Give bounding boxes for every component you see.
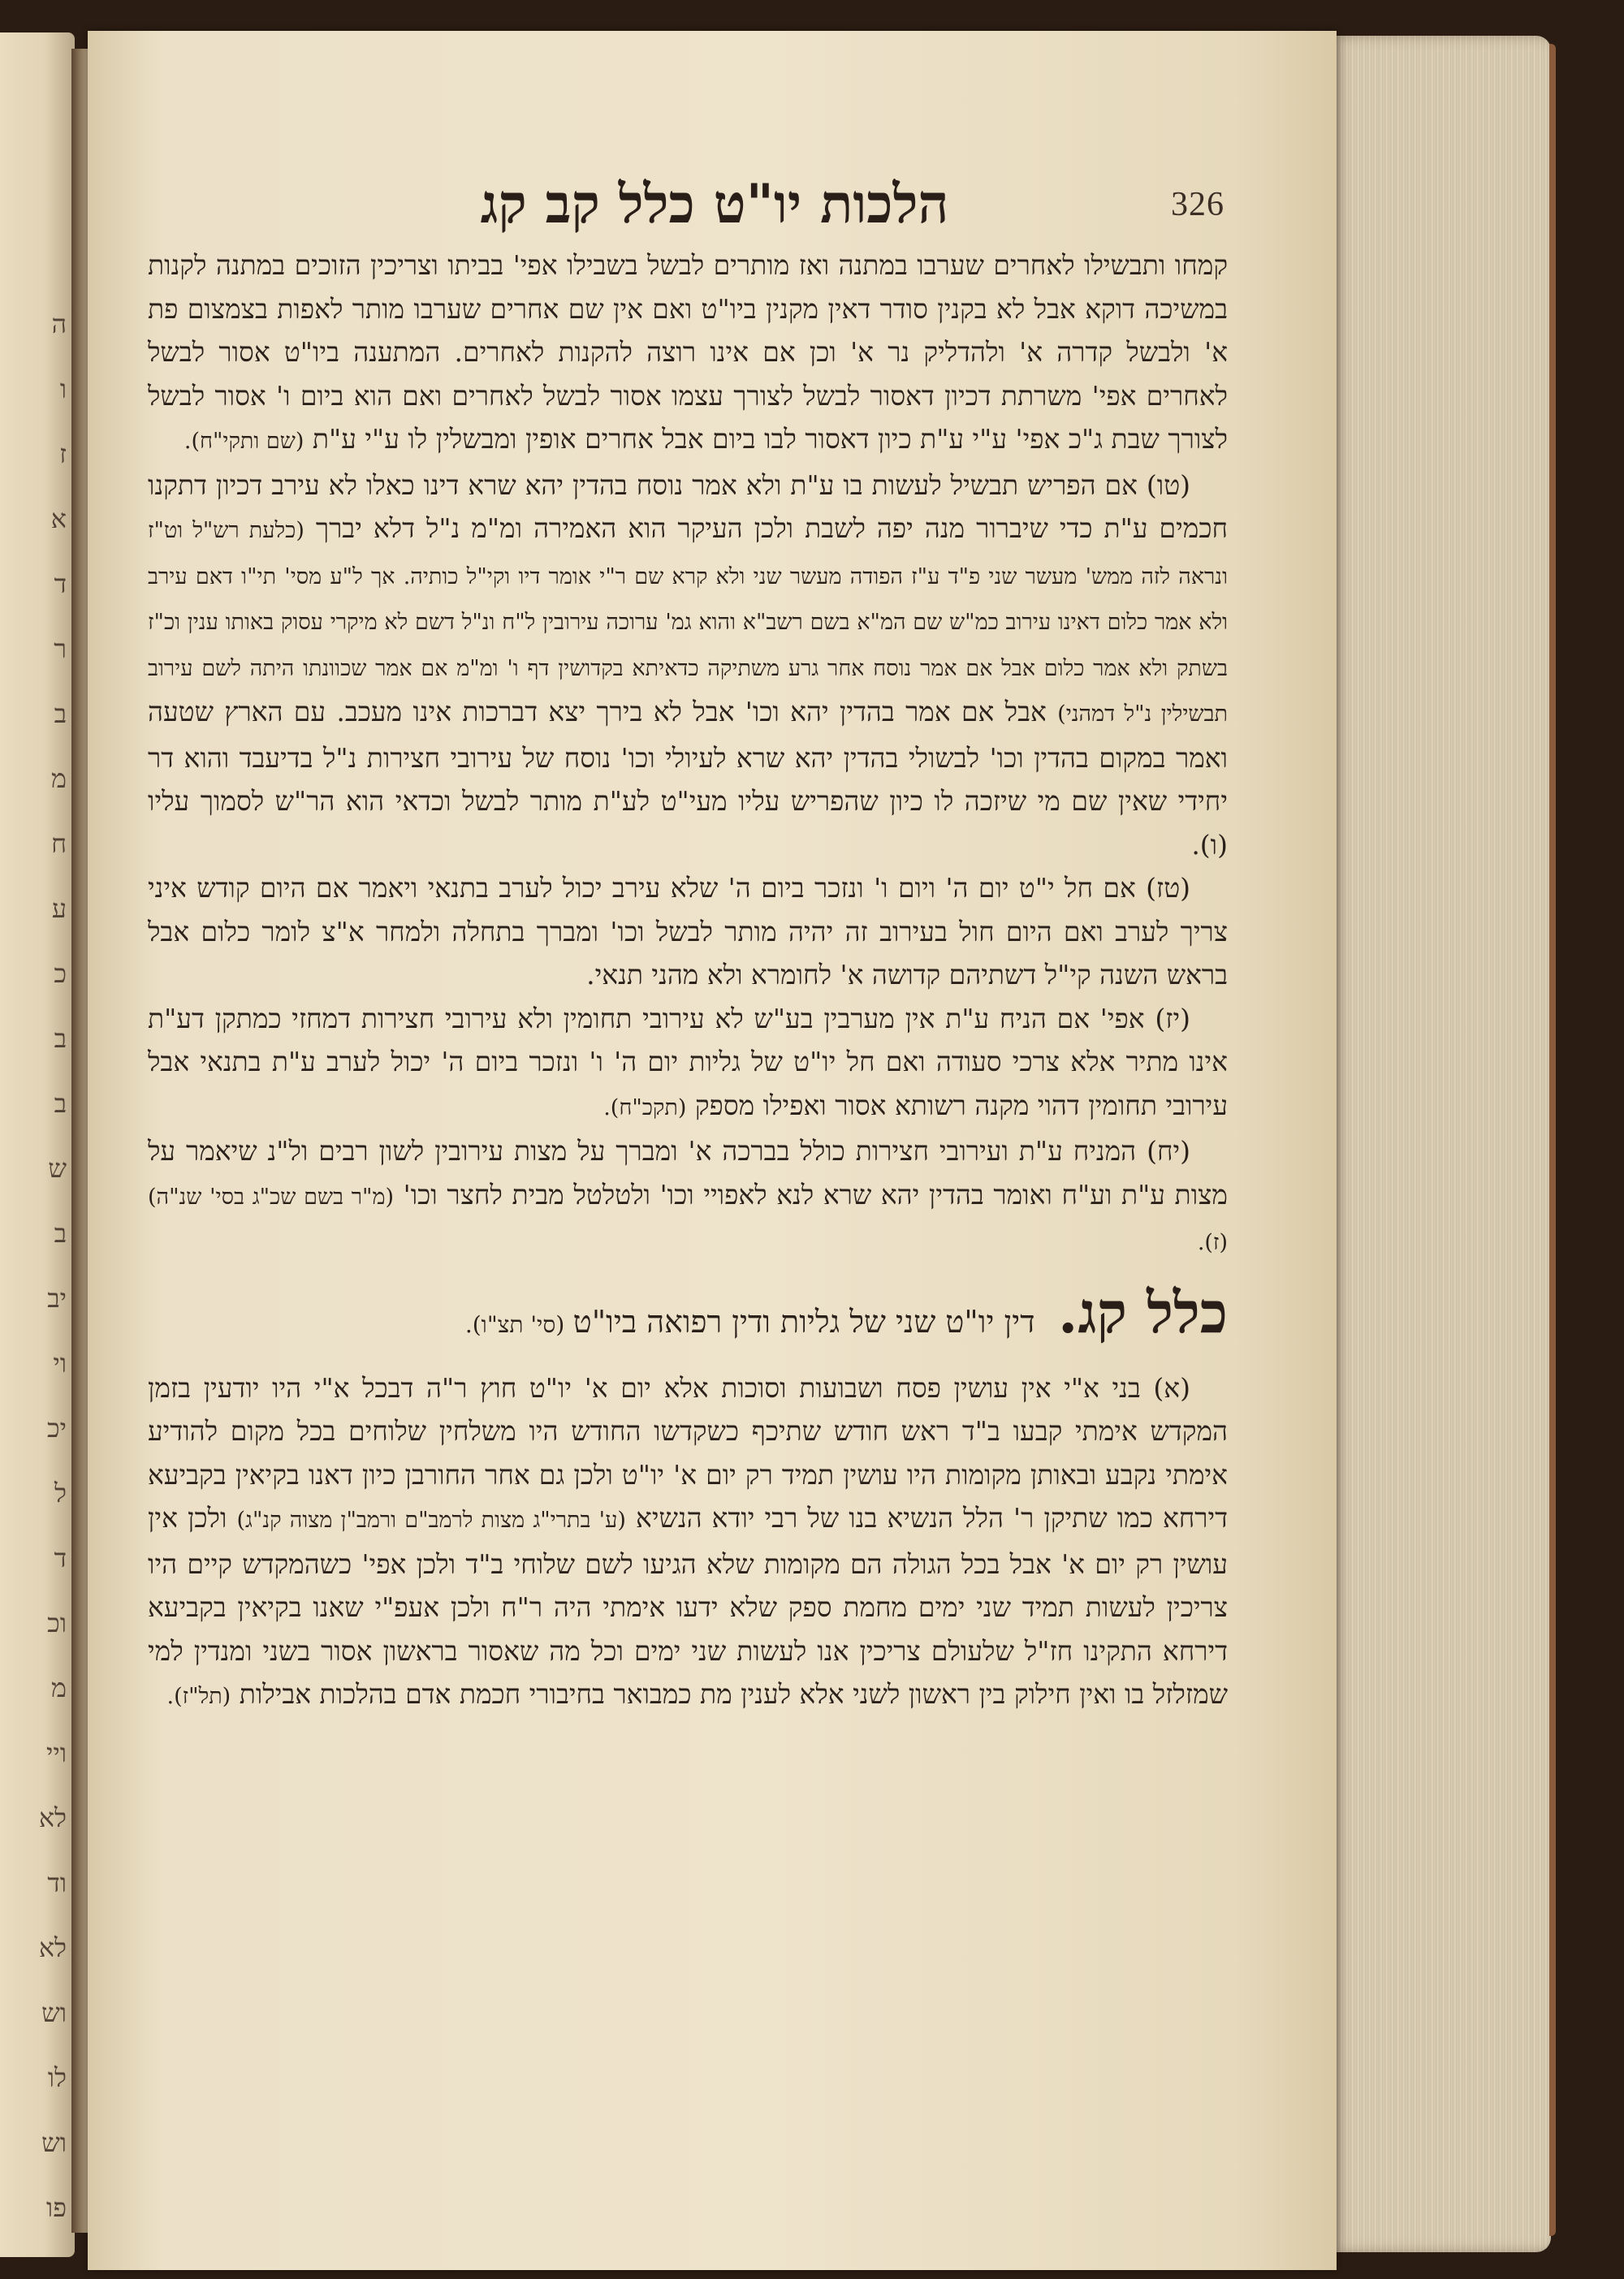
facing-page-fragment: ע	[51, 893, 67, 924]
facing-page-fragment: ב	[54, 1088, 67, 1119]
citation: (תקכ"ח).	[603, 1094, 687, 1120]
facing-page-fragment: ל	[54, 1478, 67, 1509]
paragraph: קמחו ותבשילו לאחרים שערבו במתנה ואז מותרים לבשל בשבילו אפי' בביתו וצריכין הזוכים במתנה לקנות במשיכה דוקא אבל לא בקנין סודר דאין מקנין ביו"ט ואם אין שם אחרים שערבו מותר לאפות בצמצום פת א' ולבשל קדרה א' ולהדליק נר א' וכן אם אינו רוצה להקנות לאחרים. המתענה ביו"ט אסור לבשל לאחרים אפי' משרתת דכיון דאסור לבשל לצורך עצמו אסור לבשל לאחרים ואם הוא ביום ו' אסור לבשל לצורך שבת ג"כ אפי' ע"י ע"ת כיון דאסור לבו ביום אבל אחרים אופין ומבשלין לו ע"י ע"ת (שם ותקי"ח).	[148, 249, 1228, 455]
facing-page-fragment: ד	[54, 568, 67, 599]
facing-page-fragment: וכ	[47, 1608, 67, 1638]
section-heading	[148, 1278, 1228, 1355]
facing-page-fragment: וד	[47, 1867, 67, 1898]
facing-page-fragment: ר	[54, 633, 67, 664]
facing-page	[0, 32, 75, 2257]
facing-page-fragment: יכ	[46, 1413, 67, 1444]
facing-page-fragment: מ	[51, 1673, 67, 1703]
gloss-note: (כלעת רש"ל וט"ז ונראה לזה ממש' מעשר שני פ"ד ע"ז הפודה מעשר שני ולא קרא שם ר"י אומר דיו וקי"ל כותיה. אך ל"ע מסי' תי"ו דאם עירב ולא אמר כלום דאינו עירוב כמ"ש שם המ"א בשם רשב"א והוא גמ' ערוכה עירובין ל"ח ונ"ל דשם לא מיקרי עסוק באותו ענין וכ"ז בשתק ולא אמר כלום אבל אם אמר נוסח אחר גרע משתיקה כדאיתא בקדושין דף ו' ומ"מ אם אמר שכוונתו היתה לשם עירוב תבשילין נ"ל דמהני)	[148, 518, 1229, 727]
facing-page-fragment: ב	[54, 1023, 67, 1054]
page-block-edges	[1332, 36, 1551, 2252]
facing-page-fragment: ז	[59, 438, 67, 469]
facing-page-fragment: ב	[54, 1218, 67, 1249]
paragraph-16: (טז) אם חל י"ט יום ה' ויום ו' ונזכר ביום ה' שלא עירב יכול לערב בתנאי ויאמר אם היום קודש איני צריך לערב ואם היום חול בעירוב זה יהיה מותר לבשל וכו' ומברך בתחלה ולמחר א"צ לומר כלום אבל בראש השנה קי"ל דשתיהם קדושה א' לחומרא ולא מהני תנאי.	[148, 872, 1228, 991]
citation: (שם ותקי"ח).	[184, 429, 304, 454]
facing-page-fragment: לא	[38, 1932, 67, 1963]
facing-page-fragment: וי	[53, 1348, 67, 1379]
paragraph-15: (טו) אם הפריש תבשיל לעשות בו ע"ת ולא אמר נוסח בהדין יהא שרא דינו כאלו לא עירב דכיון דתקנו חכמים ע"ת כדי שיברור מנה יפה לשבת ולכן העיקר הוא האמירה ומ"מ נ"ל דלא יברך (כלעת רש"ל וט"ז ונראה לזה ממש' מעשר שני פ"ד ע"ז הפודה מעשר שני ולא קרא שם ר"י אומר דיו וקי"ל כותיה. אך ל"ע מסי' תי"ו דאם עירב ולא אמר כלום דאינו עירוב כמ"ש שם המ"א בשם רשב"א והוא גמ' ערוכה עירובין ל"ח ונ"ל דשם לא מיקרי עסוק באותו ענין וכ"ז בשתק ולא אמר כלום אבל אם אמר נוסח אחר גרע משתיקה כדאיתא בקדושין דף ו' ומ"מ אם אמר שכוונתו היתה לשם עירוב תבשילין נ"ל דמהני) אבל אם אמר בהדין יהא וכו' אבל לא בירך יצא דברכות אינו מעכב. עם הארץ שטעה ואמר במקום בהדין וכו' לבשולי בהדין יהא שרא לעיולי וכו' נוסח של עירובי חצירות נ"ל בדיעבד והוא דר יחידי שאין שם מי שיזכה לו כיון שהפריש עליו מעי"ט לע"ת מותר לבשל וכדאי הוא הר"ש לסמוך עליו (ו).	[148, 468, 1229, 861]
facing-page-fragment: לא	[38, 1802, 67, 1833]
facing-page-fragment: ש	[48, 1153, 67, 1184]
citation: (ע' בתרי"ג מצות לרמב"ם ורמב"ן מצוה קנ"ג)	[236, 1508, 626, 1533]
facing-page-fragment: ויי	[46, 1737, 67, 1768]
facing-page-fragment: כ	[54, 958, 67, 989]
facing-page-fragment: ו	[59, 373, 67, 404]
citation: (מ"ר בשם שכ"ג בסי' שנ"ה) (ז).	[148, 1184, 1228, 1255]
paragraph-1: (א) בני א"י אין עושין פסח ושבועות וסוכות אלא יום א' יו"ט חוץ ר"ה דבכל א"י היו יודעין בזמן המקדש אימתי קבעו ב"ד ראש חודש שתיכף כשקדשו החודש היו משלחין שלוחים בכל מקום להודיע אימתי נקבע ובאותן מקומות היו עושין תמיד רק יום א' יו"ט ולכן גם אחר החורבן כיון דאנו בקיאין בקביעא דירחא כמו שתיקן ר' הלל הנשיא בנו של רבי יודא הנשיא (ע' בתרי"ג מצות לרמב"ם ורמב"ן מצוה קנ"ג) ולכן אין עושין רק יום א' אבל בכל הגולה הם מקומות שלא הגיעו לשם שלוחי ב"ד ולכן אפי' כשהמקדש קיים היו צריכין לעשות תמיד שני ימים מחמת ספק שלא ידעו אימתי היה ר"ח ולכן אעפ"י שאנו בקיאין בקביעא דירחא התקינו חז"ל שלעולם צריכין אנו לעשות שני ימים וכל מה שאסור בראשון אסור בשני ומנדין למי שמזלזל בו ואין חילוק בין ראשון לשני אלא לענין מת כמבואר בחיבורי חכמת אדם בהלכות אבילות (תל"ז).	[148, 1371, 1229, 1710]
facing-page-fragment: ח	[51, 828, 67, 859]
facing-page-fragment: לו	[47, 2062, 67, 2093]
section-subtitle: דין יו"ט שני של גליות ודין רפואה ביו"ט	[572, 1303, 1035, 1340]
facing-page-fragment: א	[50, 503, 67, 534]
citation: (תל"ז).	[166, 1684, 231, 1709]
paragraph-18: (יח) המניח ע"ת ועירובי חצירות כולל בברכה א' ומברך על מצות עירובין לשון רבים ול"נ שיאמר על מצות ע"ת וע"ח ואומר בהדין יהא שרא לנא לאפויי וכו' ולטלטל מבית לחצר וכו' (מ"ר בשם שכ"ג בסי' שנ"ה) (ז).	[148, 1135, 1228, 1255]
running-head: הלכות יו"ט כלל קב קג	[480, 172, 949, 235]
facing-page-fragment: ה	[51, 309, 67, 339]
facing-page-fragment: ב	[54, 698, 67, 729]
page-number: 326	[1171, 186, 1224, 223]
facing-page-fragment: וש	[41, 2127, 67, 2158]
facing-page-fragment: וש	[41, 1997, 67, 2028]
section-title: כלל קג.	[1057, 1278, 1228, 1346]
facing-page-fragment: ד	[54, 1543, 67, 1573]
section-reference: (סי' תצ"ו).	[464, 1310, 565, 1338]
page-body	[148, 244, 1228, 2143]
facing-page-fragment: פו	[46, 2192, 67, 2223]
paragraph-17: (יז) אפי' אם הניח ע"ת אין מערבין בע"ש לא עירובי תחומין ולא עירובי חצירות דמחזי כמתקן דע"ת אינו מתיר אלא צרכי סעודה ואם חל יו"ט של גליות יום ה' ו' ונזכר ביום ה' יכול לערב ע"ת בתנאי אבל עירובי תחומין דהוי מקנה רשותא אסור ואפילו מספק (תקכ"ח).	[148, 1002, 1228, 1121]
facing-page-fragment: מ	[51, 763, 67, 794]
facing-page-fragment: יב	[47, 1283, 67, 1314]
